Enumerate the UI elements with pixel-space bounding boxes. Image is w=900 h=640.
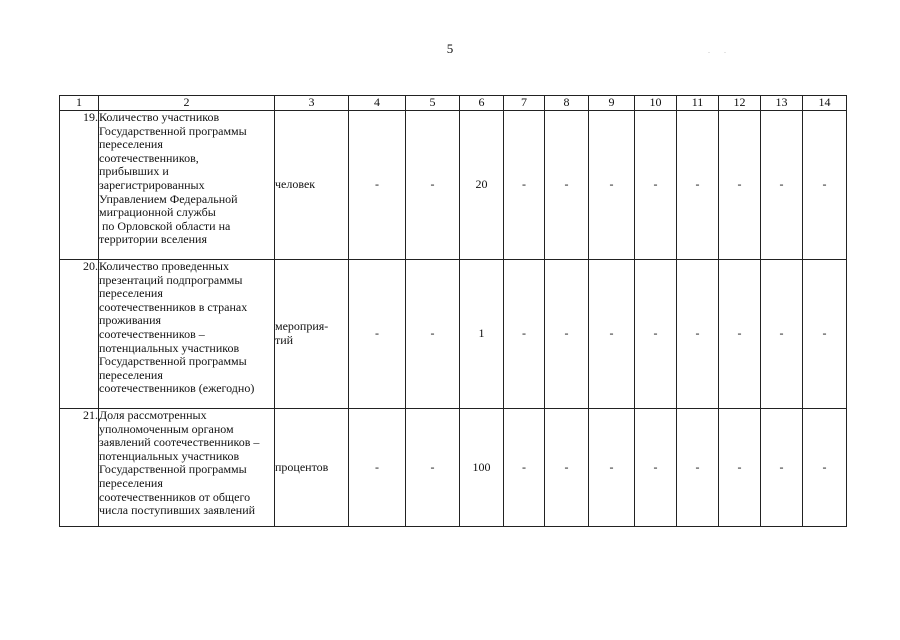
value-cell: 1 <box>460 260 504 409</box>
value-cell: - <box>677 409 719 527</box>
header-row <box>60 96 847 111</box>
scan-mark: . . <box>708 46 732 55</box>
row-number: 21. <box>60 409 99 527</box>
text-line: зарегистрированных <box>99 177 205 192</box>
value-cell: - <box>545 260 589 409</box>
value-cell: - <box>635 111 677 260</box>
value-cell: - <box>719 260 761 409</box>
value-cell: - <box>406 260 460 409</box>
value-cell: - <box>406 111 460 260</box>
value-cell: - <box>761 111 803 260</box>
text-line: соотечественников в странах <box>99 299 248 314</box>
text-line: переселения <box>99 367 163 382</box>
value-cell: - <box>635 260 677 409</box>
text-line: уполномоченным органом <box>99 421 234 436</box>
text-line: переселения <box>99 286 163 301</box>
value-cell: - <box>803 260 847 409</box>
value-cell: - <box>761 409 803 527</box>
value-cell: - <box>349 260 406 409</box>
value-cell: - <box>635 409 677 527</box>
text-line: Управлением Федеральной <box>99 191 238 206</box>
header-cell: 8 <box>545 96 589 111</box>
value-cell: - <box>719 111 761 260</box>
text-line: Государственной программы <box>99 123 247 138</box>
unit-of-measure <box>275 260 349 409</box>
value-cell: - <box>545 111 589 260</box>
table-row <box>60 260 847 409</box>
value-cell: - <box>589 409 635 527</box>
value-cell: - <box>803 111 847 260</box>
text-line: мероприя- <box>275 319 329 334</box>
text-line: процентов <box>275 459 329 474</box>
text-line: потенциальных участников <box>99 340 240 355</box>
header-cell: 3 <box>275 96 349 111</box>
indicator-name <box>99 260 275 409</box>
value-cell: - <box>761 260 803 409</box>
header-cell: 10 <box>635 96 677 111</box>
header-cell: 11 <box>677 96 719 111</box>
indicator-name <box>99 409 275 527</box>
header-cell: 5 <box>406 96 460 111</box>
indicators-table <box>59 95 847 527</box>
text-line: заявлений соотечественников – <box>99 435 260 450</box>
text-line: тий <box>275 333 294 347</box>
value-cell: - <box>349 111 406 260</box>
text-line: территории вселения <box>99 232 207 247</box>
row-number: 19. <box>60 111 99 260</box>
text-line: соотечественников – <box>99 326 205 341</box>
value-cell: - <box>589 111 635 260</box>
text-line: Доля рассмотренных <box>99 408 207 422</box>
text-line: человек <box>275 177 316 192</box>
value-cell: - <box>677 111 719 260</box>
header-cell: 12 <box>719 96 761 111</box>
text-line: переселения <box>99 137 163 152</box>
value-cell: 100 <box>460 409 504 527</box>
text-line: числа поступивших заявлений <box>99 503 256 518</box>
text-line: презентаций подпрограммы <box>99 272 243 287</box>
header-cell: 9 <box>589 96 635 111</box>
value-cell: - <box>803 409 847 527</box>
table-row <box>60 409 847 527</box>
text-line: Государственной программы <box>99 354 247 369</box>
unit-of-measure <box>275 111 349 260</box>
table-row <box>60 111 847 260</box>
value-cell: - <box>589 260 635 409</box>
header-cell: 14 <box>803 96 847 111</box>
header-cell: 4 <box>349 96 406 111</box>
header-cell: 1 <box>60 96 99 111</box>
value-cell: - <box>504 260 545 409</box>
unit-of-measure <box>275 409 349 527</box>
page-number: 5 <box>446 41 454 56</box>
value-cell: - <box>719 409 761 527</box>
header-cell: 13 <box>761 96 803 111</box>
text-line: соотечественников (ежегодно) <box>99 381 255 396</box>
indicator-name <box>99 111 275 260</box>
text-line: по Орловской области на <box>99 218 231 233</box>
value-cell: 20 <box>460 111 504 260</box>
value-cell: - <box>406 409 460 527</box>
text-line: проживания <box>99 313 162 328</box>
value-cell: - <box>504 111 545 260</box>
value-cell: - <box>677 260 719 409</box>
header-cell: 7 <box>504 96 545 111</box>
text-line: соотечественников от общего <box>99 489 251 504</box>
text-line: Количество участников <box>99 110 220 124</box>
text-line: соотечественников, <box>99 150 199 165</box>
value-cell: - <box>504 409 545 527</box>
header-cell: 2 <box>99 96 275 111</box>
text-line: миграционной службы <box>99 205 216 220</box>
text-line: переселения <box>99 475 163 490</box>
row-number: 20. <box>60 260 99 409</box>
text-line: Количество проведенных <box>99 259 229 273</box>
text-line: Государственной программы <box>99 462 247 477</box>
text-line: потенциальных участников <box>99 448 240 463</box>
text-line: прибывших и <box>99 164 169 179</box>
value-cell: - <box>349 409 406 527</box>
header-cell: 6 <box>460 96 504 111</box>
value-cell: - <box>545 409 589 527</box>
